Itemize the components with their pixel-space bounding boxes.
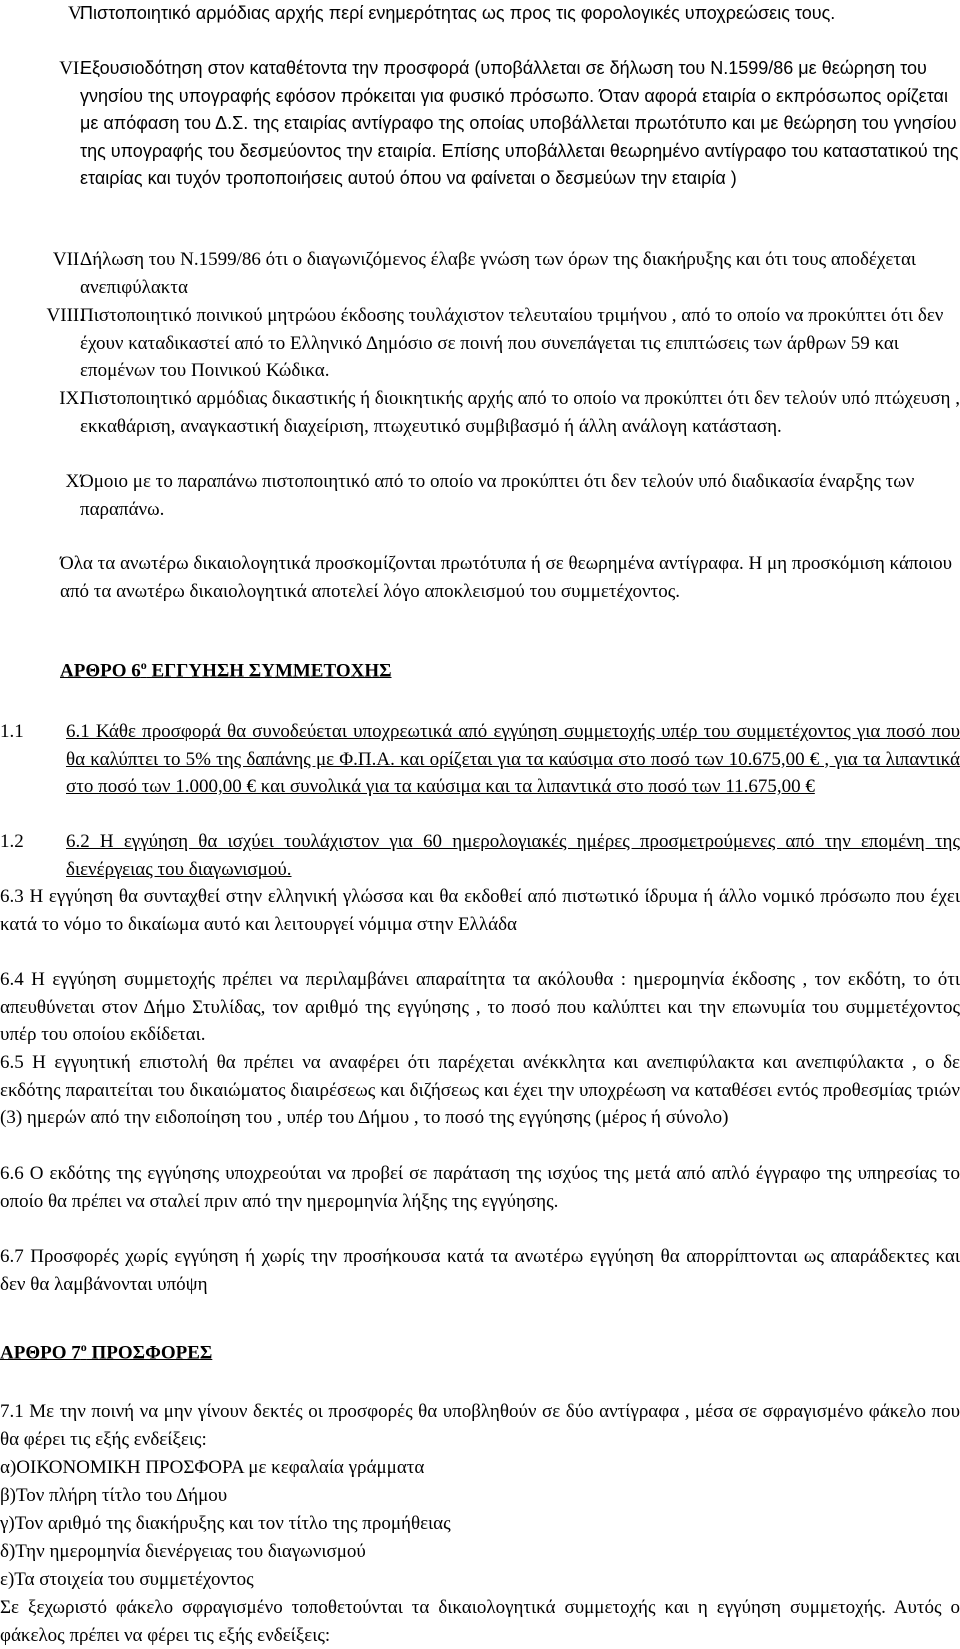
list-item: δ)Την ημερομηνία διενέργειας του διαγωνισμού: [0, 1541, 366, 1562]
heading-text: ΑΡΘΡΟ 7: [0, 1342, 81, 1364]
list-item-text: Δήλωση του Ν.1599/86 ότι ο διαγωνιζόμενος έλαβε γνώση των όρων της διακήρυξης και ότι τους αποδέχεται ανεπιφύλακτα: [80, 249, 917, 298]
paragraph-6-5: 6.5 Η εγγυητική επιστολή θα πρέπει να αναφέρει ότι παρέχεται ανέκκλητα και ανεπιφύλακτα και ανεπιφύλακτα , ο δε εκδότης παραιτείται του δικαιώματος διαιρέσεως και διζήσεως και έχει την υποχρέωση να καταθέσει εντός προθεσμίας τριών (3) ημερών από την ειδοποίηση του , υπέρ του Δήμου , το ποσό της εγγύησης (μέρος ή σύνολο): [0, 1052, 960, 1129]
paragraph-6-4: 6.4 Η εγγύηση συμμετοχής πρέπει να περιλαμβάνει απαραίτητα τα ακόλουθα : ημερομηνία έκδοσης , τον εκδότη, το ότι απευθύνεται στον Δήμο Στυλίδας, τον αριθμό της εγγύησης , το ποσό που καλύπτει και την επωνυμία του συμμετέχοντος υπέρ του οποίου εκδίδεται.: [0, 969, 960, 1046]
heading-text: ΑΡΘΡΟ 6: [60, 660, 141, 682]
heading-superscript: ο: [140, 658, 147, 672]
paragraph-6-7: 6.7 Προσφορές χωρίς εγγύηση ή χωρίς την προσήκουσα κατά τα ανωτέρω εγγύηση θα απορρίπτονται ως απαράδεκτες και δεν θα λαμβάνονται υπόψη: [0, 1246, 960, 1295]
article-7-heading: [0, 1340, 212, 1364]
point-number: 1.1: [0, 721, 24, 742]
note-paragraph: Όλα τα ανωτέρω δικαιολογητικά προσκομίζονται πρωτότυπα ή σε θεωρημένα αντίγραφα. Η μη προσκόμιση κάποιου από τα ανωτέρω δικαιολογητικά αποτελεί λόγο αποκλεισμού του συμμετέχοντος.: [60, 553, 953, 602]
paragraph-6-6: 6.6 Ο εκδότης της εγγύησης υποχρεούται να προβεί σε παράταση της ισχύος της μετά από απλό έγγραφο της υπηρεσίας το οποίο θα πρέπει να σταλεί πριν από την ημερομηνία λήξης της εγγύησης.: [0, 1163, 960, 1212]
closing-paragraph: Σε ξεχωριστό φάκελο σφραγισμένο τοποθετούνται τα δικαιολογητικά συμμετοχής και η εγγύηση συμμετοχής. Αυτός ο φάκελος πρέπει να φέρει τις εξής ενδείξεις:: [0, 1597, 960, 1646]
list-item-number: VI.: [59, 58, 84, 79]
heading-title: ΕΓΓΥΗΣΗ ΣΥΜΜΕΤΟΧΗΣ: [146, 660, 392, 682]
list-item: ε)Τα στοιχεία του συμμετέχοντος: [0, 1569, 254, 1590]
point-number: 1.2: [0, 831, 24, 852]
list-item-text: Όμοιο με το παραπάνω πιστοποιητικό από το οποίο να προκύπτει ότι δεν τελούν υπό διαδικασία έναρξης των παραπάνω.: [80, 471, 915, 520]
paragraph-6-3: 6.3 Η εγγύηση θα συνταχθεί στην ελληνική γλώσσα και θα εκδοθεί από πιστωτικό ίδρυμα ή άλλο νομικό πρόσωπο που έχει κατά το νόμο το δικαίωμα αυτό και λειτουργεί νόμιμα στην Ελλάδα: [0, 886, 960, 935]
article-6-heading: [60, 658, 392, 682]
point-text: 6.1 Κάθε προσφορά θα συνοδεύεται υποχρεωτικά από εγγύηση συμμετοχής υπέρ του συμμετέχοντος για ποσό που θα καλύπτει το 5% της δαπάνης με Φ.Π.Α. και ορίζεται για τα καύσιμα στο ποσό των 10.675,00 € , για τα λιπαντικά στο ποσό των 1.000,00 € και συνολικά για τα καύσιμα και τα λιπαντικά στο ποσό των 11.675,00 €: [66, 721, 960, 798]
list-item-number: IX.: [59, 388, 84, 409]
paragraph-7-1: 7.1 Με την ποινή να μην γίνουν δεκτές οι προσφορές θα υποβληθούν σε δύο αντίγραφα , μέσα σε σφραγισμένο φάκελο που θα φέρει τις εξής ενδείξεις:: [0, 1401, 960, 1450]
list-item-number: X.: [65, 471, 84, 492]
list-item: γ)Τον αριθμό της διακήρυξης και τον τίτλο της προμήθειας: [0, 1513, 451, 1534]
list-item-number: VIII.: [46, 305, 84, 326]
heading-superscript: ο: [80, 1340, 87, 1354]
point-text: 6.2 Η εγγύηση θα ισχύει τουλάχιστον για 60 ημερολογιακές ημέρες προσμετρούμενες από την επομένη της διενέργειας του διαγωνισμού.: [66, 831, 960, 880]
list-item: β)Τον πλήρη τίτλο του Δήμου: [0, 1485, 228, 1506]
list-item-text: Εξουσιοδότηση στον καταθέτοντα την προσφορά (υποβάλλεται σε δήλωση του Ν.1599/86 με θεώρηση του γνησίου της υπογραφής εφόσον πρόκειται για φυσικό πρόσωπο. Όταν αφορά εταιρία ο εκπρόσωπος ορίζεται με απόφαση του Δ.Σ. της εταιρίας αντίγραφο της οποίας υποβάλλεται πρωτότυπο και με θεώρηση του γνησίου της υπογραφής του δεσμεύοντος την εταιρία. Επίσης υποβάλλεται θεωρημένο αντίγραφο του καταστατικού της εταιρίας και τυχόν τροποποιήσεις αυτού όπου να φαίνεται ο δεσμεύων την εταιρία ): [80, 58, 959, 189]
list-item-number: VII.: [52, 249, 84, 270]
list-item-text: Πιστοποιητικό αρμόδιας δικαστικής ή διοικητικής αρχής από το οποίο να προκύπτει ότι δεν τελούν υπό πτώχευση , εκκαθάριση, αναγκαστική διαχείριση, πτωχευτικό συμβιβασμό ή άλλη ανάλογη κατάσταση.: [80, 388, 960, 437]
list-item-text: Πιστοποιητικό αρμόδιας αρχής περί ενημερότητας ως προς τις φορολογικές υποχρεώσεις τους.: [80, 3, 836, 23]
list-item-number: V.: [67, 3, 84, 24]
list-item: α)ΟΙΚΟΝΟΜΙΚΗ ΠΡΟΣΦΟΡΑ με κεφαλαία γράμματα: [0, 1457, 425, 1478]
heading-title: ΠΡΟΣΦΟΡΕΣ: [86, 1342, 213, 1364]
list-item-text: Πιστοποιητικό ποινικού μητρώου έκδοσης τουλάχιστον τελευταίου τριμήνου , από το οποίο να προκύπτει ότι δεν έχουν καταδικαστεί από το Ελληνικό Δημόσιο σε ποινή που συνεπάγεται τις επιπτώσεις των άρθρων 59 και επομένων του Ποινικού Κώδικα.: [80, 305, 944, 382]
